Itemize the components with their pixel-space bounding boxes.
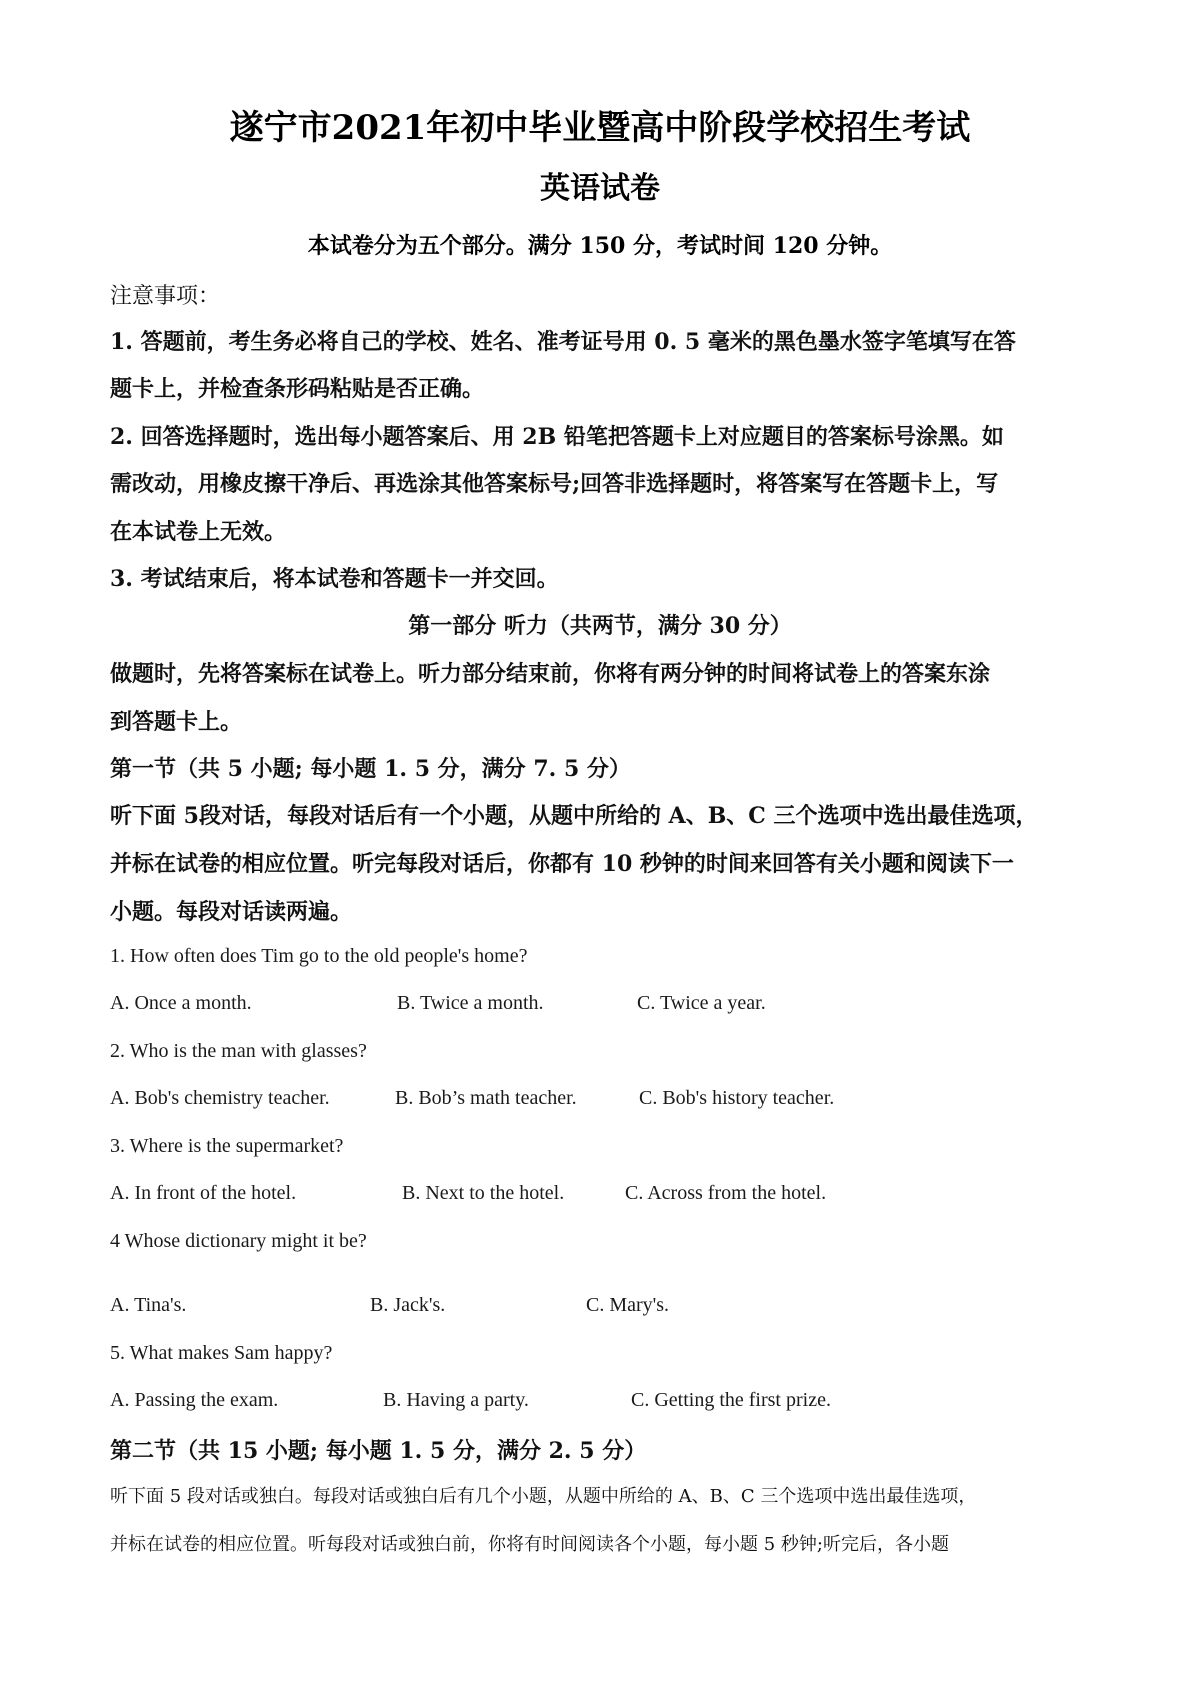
question-1-option-b: B. Twice a month. (397, 992, 544, 1014)
section1-intro-line-1: 听下面 5段对话，每段对话后有一个小题，从题中所给的 A、B、C 三个选项中选出最佳选项， (110, 803, 1038, 829)
question-4: 4 Whose dictionary might it be? (110, 1230, 367, 1252)
section2-heading: 第二节（共 15 小题; 每小题 1. 5 分，满分 2. 5 分） (110, 1438, 647, 1464)
note-2-line-2: 需改动，用橡皮擦干净后、再选涂其他答案标号;回答非选择题时，将答案写在答题卡上，写 (110, 471, 999, 497)
note-1-line-2: 题卡上，并检查条形码粘贴是否正确。 (110, 376, 485, 402)
question-5-option-a: A. Passing the exam. (110, 1389, 279, 1411)
question-2: 2. Who is the man with glasses? (110, 1040, 367, 1062)
part1-intro-line-2: 到答题卡上。 (110, 709, 243, 735)
question-1-option-a: A. Once a month. (110, 992, 252, 1014)
question-5-option-c: C. Getting the first prize. (631, 1389, 831, 1411)
section2-intro-line-2: 并标在试卷的相应位置。听每段对话或独白前，你将有时间阅读各个小题，每小题 5 秒钟;听完后，各小题 (110, 1534, 949, 1555)
question-3: 3. Where is the supermarket? (110, 1135, 344, 1157)
part1-intro-line-1: 做题时，先将答案标在试卷上。听力部分结束前，你将有两分钟的时间将试卷上的答案东涂 (110, 661, 991, 687)
section1-heading: 第一节（共 5 小题; 每小题 1. 5 分，满分 7. 5 分） (110, 756, 631, 782)
question-5-option-b: B. Having a party. (383, 1389, 529, 1411)
question-4-option-b: B. Jack's. (370, 1294, 446, 1316)
question-2-option-a: A. Bob's chemistry teacher. (110, 1087, 330, 1109)
question-2-option-c: C. Bob's history teacher. (639, 1087, 835, 1109)
exam-info: 本试卷分为五个部分。满分 150 分，考试时间 120 分钟。 (307, 233, 893, 259)
question-3-option-a: A. In front of the hotel. (110, 1182, 297, 1204)
question-1: 1. How often does Tim go to the old people's home? (110, 945, 528, 967)
question-2-option-b: B. Bob’s math teacher. (395, 1087, 577, 1109)
note-2-line-1: 2. 回答选择题时，选出每小题答案后、用 2B 铅笔把答题卡上对应题目的答案标号涂黑。如 (110, 424, 1004, 450)
question-4-option-a: A. Tina's. (110, 1294, 187, 1316)
note-3-line-1: 3. 考试结束后，将本试卷和答题卡一并交回。 (110, 566, 559, 592)
section2-intro-line-1: 听下面 5 段对话或独白。每段对话或独白后有几个小题，从题中所给的 A、B、C 三个选项中选出最佳选项， (110, 1486, 977, 1507)
section1-intro-line-3: 小题。每段对话读两遍。 (110, 899, 353, 925)
exam-subtitle: 英语试卷 (540, 171, 660, 206)
note-1-line-1: 1. 答题前，考生务必将自己的学校、姓名、准考证号用 0. 5 毫米的黑色墨水签字笔填写在答 (110, 329, 1016, 355)
notes-heading: 注意事项： (110, 284, 221, 309)
exam-title: 遂宁市2021年初中毕业暨高中阶段学校招生考试 (229, 108, 971, 148)
section1-intro-line-2: 并标在试卷的相应位置。听完每段对话后，你都有 10 秒钟的时间来回答有关小题和阅读下一 (110, 851, 1014, 877)
question-1-option-c: C. Twice a year. (637, 992, 766, 1014)
question-3-option-c: C. Across from the hotel. (625, 1182, 827, 1204)
question-4-option-c: C. Mary's. (586, 1294, 670, 1316)
note-2-line-3: 在本试卷上无效。 (110, 519, 287, 545)
question-5: 5. What makes Sam happy? (110, 1342, 333, 1364)
part1-heading: 第一部分 听力（共两节，满分 30 分） (408, 613, 792, 639)
question-3-option-b: B. Next to the hotel. (402, 1182, 565, 1204)
